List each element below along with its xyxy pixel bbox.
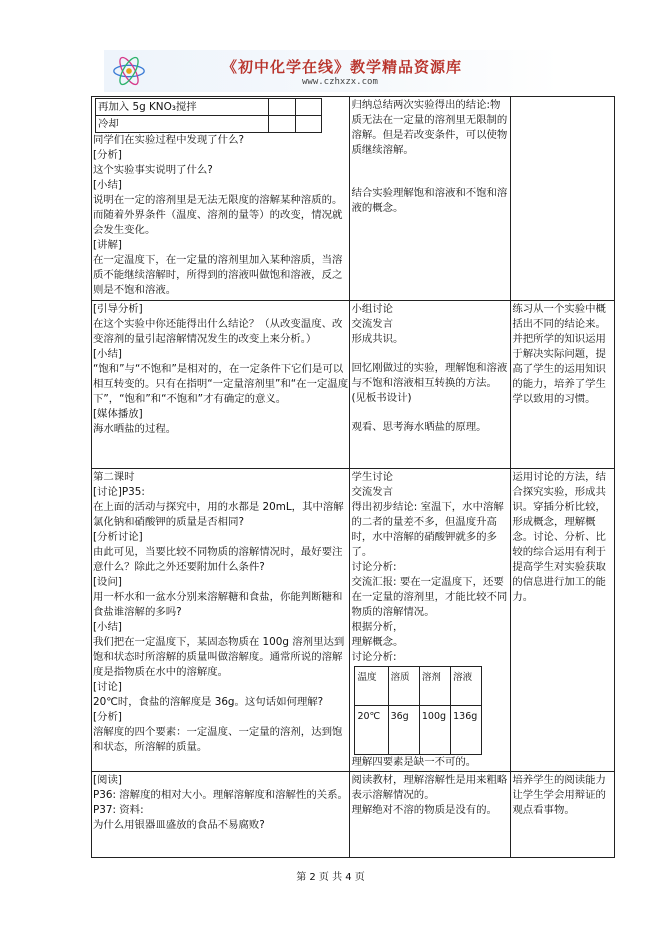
student-text: 根据分析， — [351, 621, 404, 633]
student-activity-cell — [350, 301, 511, 469]
section-tag: [讨论] — [93, 681, 122, 693]
solubility-header: 溶剂 — [419, 667, 450, 706]
question: 用一杯水和一盆水分别来溶解糖和食盐，你能判断糖和食盐谁溶解的多吗? — [93, 591, 343, 618]
question: 由此可见，当要比较不同物质的溶解情况时，最好要注意什么？除此之外还要附加什么条件? — [93, 546, 343, 573]
teacher-activity-cell — [92, 469, 350, 772]
section-tag: [小结] — [93, 348, 122, 360]
student-text: 小组讨论 — [351, 303, 394, 315]
solubility-value: 136g — [451, 706, 482, 755]
solubility-value: 20℃ — [355, 706, 388, 755]
media-text: 海水晒盐的过程。 — [93, 423, 177, 435]
student-text: 形成共识。 — [351, 333, 404, 345]
reading-text: P37: 资料: — [93, 804, 144, 816]
solubility-header: 温度 — [355, 667, 388, 706]
student-text: 理解四要素是缺一不可的。 — [351, 756, 477, 768]
table-row — [92, 772, 615, 858]
teacher-activity-cell — [92, 301, 350, 469]
question: 在这个实验中你还能得出什么结论？（从改变温度、改变溶剂的量引起溶解情况发生的改变上来分析。） — [93, 318, 343, 345]
explanation-text: 在一定温度下，在一定量的溶剂里加入某种溶质，当溶质不能继续溶解时，所得到的溶液叫做饱和溶液，反之则是不饱和溶液。 — [93, 254, 343, 296]
section-tag: [引导分析] — [93, 303, 143, 315]
student-activity-cell — [350, 772, 511, 858]
section-tag: [分析] — [93, 149, 122, 161]
student-text: 讨论分析: — [351, 651, 397, 663]
header-title: 《初中化学在线》教学精品资源库 — [222, 58, 463, 76]
student-text: 观看、思考海水晒盐的原理。 — [351, 421, 487, 433]
student-text: 理解绝对不溶的物质是没有的。 — [351, 804, 497, 816]
design-intent-cell — [511, 301, 615, 469]
student-text: 回忆刚做过的实验，理解饱和溶液与不饱和溶液相互转换的方法。(见板书设计) — [351, 362, 508, 404]
design-intent-cell — [511, 469, 615, 772]
page-number: 第 2 页 共 4 页 — [296, 872, 365, 883]
question: 在上面的活动与探究中，用的水都是 20mL，其中溶解氯化钠和硝酸钾的质量是否相同? — [93, 501, 344, 528]
student-text: 阅读教材，理解溶解性是用来粗略表示溶解情况的。 — [351, 774, 508, 801]
experiment-steps-table — [95, 98, 322, 133]
solubility-header: 溶液 — [451, 667, 482, 706]
lesson-title: 第二课时 — [93, 471, 135, 483]
teacher-activity-cell — [92, 97, 350, 301]
section-tag: [阅读] — [93, 774, 122, 786]
reading-text: P36: 溶解度的相对大小。理解溶解度和溶解性的关系。 — [93, 789, 348, 801]
student-text: 讨论分析: — [351, 561, 397, 573]
summary-text: 我们把在一定温度下，某固态物质在 100g 溶剂里达到饱和状态时所溶解的质量叫做溶解度。通常所说的溶解度是指物质在水中的溶解度。 — [93, 636, 345, 678]
design-intent-cell — [511, 97, 615, 301]
question: 为什么用银器皿盛放的食品不易腐败? — [93, 819, 265, 831]
solubility-header: 溶质 — [388, 667, 419, 706]
summary-text: “饱和”与“不饱和”是相对的，在一定条件下它们是可以相互转变的。只有在指明“一定量溶剂里”和“在一定温度下”，“饱和”和“不饱和”才有确定的意义。 — [93, 363, 349, 405]
section-tag: [分析] — [93, 711, 122, 723]
question: 这个实验事实说明了什么? — [93, 164, 213, 176]
student-text: 理解概念。 — [351, 636, 404, 648]
solubility-value: 36g — [388, 706, 419, 755]
question: 20℃时，食盐的溶解度是 36g。这句话如何理解? — [93, 696, 324, 708]
solubility-value: 100g — [419, 706, 450, 755]
section-tag: [小结] — [93, 179, 122, 191]
student-text: 结合实验理解饱和溶液和不饱和溶液的概念。 — [351, 187, 508, 214]
student-text: 归纳总结两次实验得出的结论:物质无法在一定量的溶剂里无限制的溶解。但是若改变条件，可以使物质继续溶解。 — [351, 99, 508, 156]
section-tag: [分析讨论] — [93, 531, 143, 543]
solubility-table — [354, 666, 482, 755]
student-text: 交流发言 — [351, 486, 394, 498]
design-text: 运用讨论的方法，结合探究实验，形成共识。穿插分析比较，形成概念，理解概念。讨论、分析、比较的综合运用有利于提高学生对实验获取的信息进行加工的能力。 — [512, 471, 606, 603]
summary-text: 说明在一定的溶剂里是无法无限度的溶解某种溶质的。而随着外界条件（温度、溶剂的量等）的改变，情况就会发生变化。 — [93, 194, 343, 236]
header-url: www.czhxzx.com — [302, 77, 378, 87]
section-tag: [媒体播放] — [93, 408, 143, 420]
section-tag: [小结] — [93, 621, 122, 633]
student-text: 学生讨论 — [351, 471, 394, 483]
question: 同学们在实验过程中发现了什么? — [93, 134, 244, 146]
section-tag: [讲解] — [93, 239, 122, 251]
experiment-step: 冷却 — [96, 116, 269, 133]
student-text: 交流汇报: 要在一定温度下，还要在一定量的溶剂里，才能比较不同物质的溶解情况。 — [351, 576, 508, 618]
lesson-plan-table — [91, 96, 615, 858]
section-tag: [设问] — [93, 576, 122, 588]
atom-logo-icon — [110, 52, 148, 90]
design-intent-cell — [511, 772, 615, 858]
teacher-activity-cell — [92, 772, 350, 858]
student-activity-cell — [350, 469, 511, 772]
student-text: 得出初步结论: 室温下，水中溶解的二者的量差不多，但温度升高时，水中溶解的硝酸钾就多的多了。 — [351, 501, 504, 558]
design-text: 练习从一个实验中概括出不同的结论来。并把所学的知识运用于解决实际问题，提高了学生的运用知识的能力，培养了学生学以致用的习惯。 — [512, 303, 606, 405]
table-row — [92, 469, 615, 772]
experiment-step: 再加入 5g KNO₃搅拌 — [96, 99, 269, 116]
student-activity-cell — [350, 97, 511, 301]
section-tag: [讨论]P35: — [93, 486, 145, 498]
summary-text: 溶解度的四个要素：一定温度、一定量的溶剂，达到饱和状态，所溶解的质量。 — [93, 726, 343, 753]
design-text: 培养学生的阅读能力让学生学会用辩证的观点看事物。 — [512, 774, 606, 816]
header-banner — [104, 50, 560, 92]
table-row — [92, 301, 615, 469]
table-row — [92, 97, 615, 301]
student-text: 交流发言 — [351, 318, 394, 330]
